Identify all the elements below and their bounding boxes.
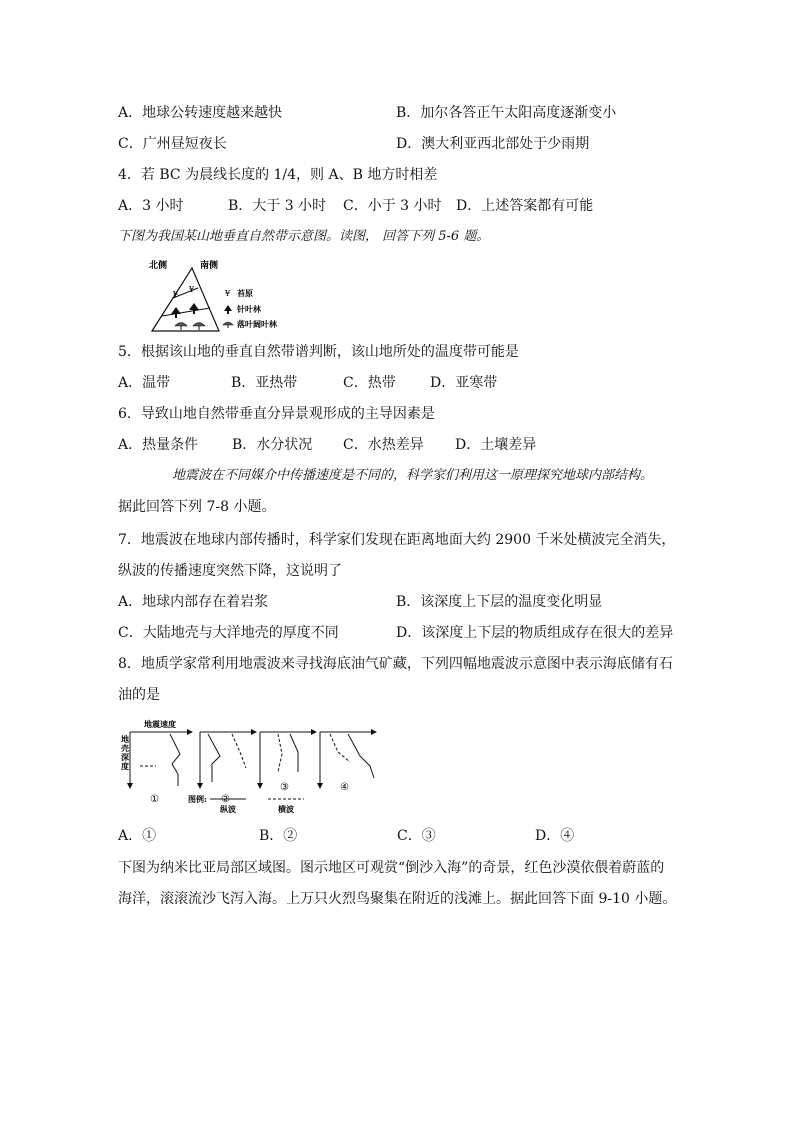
q4-option-b: B．大于 3 小时 [228, 198, 327, 214]
q5-option-b: B．亚热带 [231, 375, 298, 391]
panel2-label: ② [221, 794, 230, 805]
x-axis-label: 地震速度 [144, 719, 176, 729]
legend-p-label: 纵波 [220, 804, 236, 814]
q6-option-b: B．水分状况 [232, 437, 313, 453]
q7-option-a: A．地球内部存在着岩浆 [118, 594, 269, 610]
q4-option-d: D．上述答案都有可能 [456, 198, 594, 214]
y-axis-label-2: 壳 [121, 743, 129, 753]
legend-title: 图例: [188, 794, 207, 804]
q3-option-c: C．广州昼短夜长 [118, 136, 227, 152]
q6-stem: 6．导致山地自然带垂直分异景观形成的主导因素是 [118, 406, 435, 422]
q7-option-d: D．该深度上下层的物质组成存在很大的差异 [396, 625, 674, 641]
broadleaf-icon [175, 323, 187, 327]
legend-conifer-label: 针叶林 [237, 304, 261, 314]
panel3-p-wave [290, 734, 298, 772]
legend-broadleaf-icon [223, 322, 233, 325]
panel4-p-wave [348, 734, 374, 778]
panel4-s-wave [330, 734, 350, 762]
q5-stem: 5．根据该山地的垂直自然带谱判断，该山地所处的温度带可能是 [118, 344, 519, 360]
q3-option-b: B．加尔各答正午太阳高度逐渐变小 [396, 105, 617, 121]
legend-tundra-label: 苔原 [237, 288, 253, 298]
legend-tundra-symbol: ¥ [225, 289, 231, 298]
q4-option-a: A．3 小时 [118, 198, 184, 214]
q7-stem-line1: 7．地震波在地球内部传播时，科学家们发现在距离地面大约 2900 千米处横波完全消失， [118, 532, 676, 548]
intro-5-6: 下图为我国某山地垂直自然带示意图。读图， 回答下列 5-6 题。 [118, 229, 490, 244]
seismic-wave-figure [120, 716, 390, 816]
broadleaf-icon [193, 323, 205, 327]
y-axis-label-1: 地 [121, 734, 129, 744]
q8-option-d: D．④ [535, 828, 575, 844]
panel3-label: ③ [280, 782, 289, 793]
q6-option-d: D．土壤差异 [455, 437, 537, 453]
q6-option-a: A．热量条件 [118, 437, 199, 453]
y-axis-label-4: 度 [121, 761, 129, 771]
intro-7-8-line2: 据此回答下列 7-8 小题。 [118, 499, 276, 515]
q8-option-c: C．③ [397, 828, 436, 844]
q8-option-b: B．② [259, 828, 298, 844]
panel3-s-wave [278, 734, 282, 772]
legend-broadleaf-label: 落叶阔叶林 [237, 319, 277, 329]
panel1-label: ① [150, 794, 159, 805]
north-label: 北侧 [149, 261, 168, 271]
tundra-symbol: ¥ [189, 285, 195, 294]
south-label: 南侧 [200, 261, 219, 271]
tundra-symbol: ¥ [173, 290, 179, 299]
q4-option-c: C．小于 3 小时 [343, 198, 442, 214]
q4-stem: 4．若 BC 为晨线长度的 1/4，则 A、B 地方时相差 [118, 167, 438, 183]
q5-option-a: A．温带 [118, 375, 171, 391]
intro-7-8-line1: 地震波在不同媒介中传播速度是不同的，科学家们利用这一原理探究地球内部结构。 [172, 468, 654, 483]
intro-9-10-line2: 海洋，滚滚流沙飞泻入海。上万只火烈鸟聚集在附近的浅滩上。据此回答下面 9-10 小题。 [118, 891, 677, 907]
q7-option-c: C．大陆地壳与大洋地壳的厚度不同 [118, 625, 339, 641]
mountain-triangle [152, 268, 219, 331]
panel2-p-wave [208, 734, 220, 782]
q7-option-b: B．该深度上下层的温度变化明显 [396, 594, 603, 610]
q7-stem-line2: 纵波的传播速度突然下降，这说明了 [118, 563, 342, 579]
q6-option-c: C．水热差异 [343, 437, 424, 453]
q8-stem-line1: 8．地质学家常利用地震波来寻找海底油气矿藏，下列四幅地震波示意图中表示海底储有石 [118, 656, 673, 672]
legend-conifer-icon [224, 305, 232, 314]
conifer-icon [189, 303, 199, 314]
q8-stem-line2: 油的是 [118, 687, 160, 703]
zone-boundary-2 [162, 308, 210, 316]
intro-9-10-line1: 下图为纳米比亚局部区域图。图示地区可观赏“倒沙入海”的奇景，红色沙漠依偎着蔚蓝的 [118, 860, 665, 876]
y-axis-label-3: 深 [121, 752, 129, 762]
legend-s-label: 横波 [278, 804, 294, 814]
panel1-p-wave [170, 734, 180, 786]
q5-option-c: C．热带 [343, 375, 396, 391]
conifer-icon [171, 307, 181, 318]
q5-option-d: D．亚寒带 [430, 375, 498, 391]
mountain-zone-figure [145, 256, 305, 338]
panel4-label: ④ [340, 782, 349, 793]
q3-option-d: D．澳大利亚西北部处于少雨期 [396, 136, 590, 152]
panel2-s-wave [232, 734, 246, 768]
q8-option-a: A．① [118, 828, 157, 844]
q3-option-a: A．地球公转速度越来越快 [118, 105, 283, 121]
